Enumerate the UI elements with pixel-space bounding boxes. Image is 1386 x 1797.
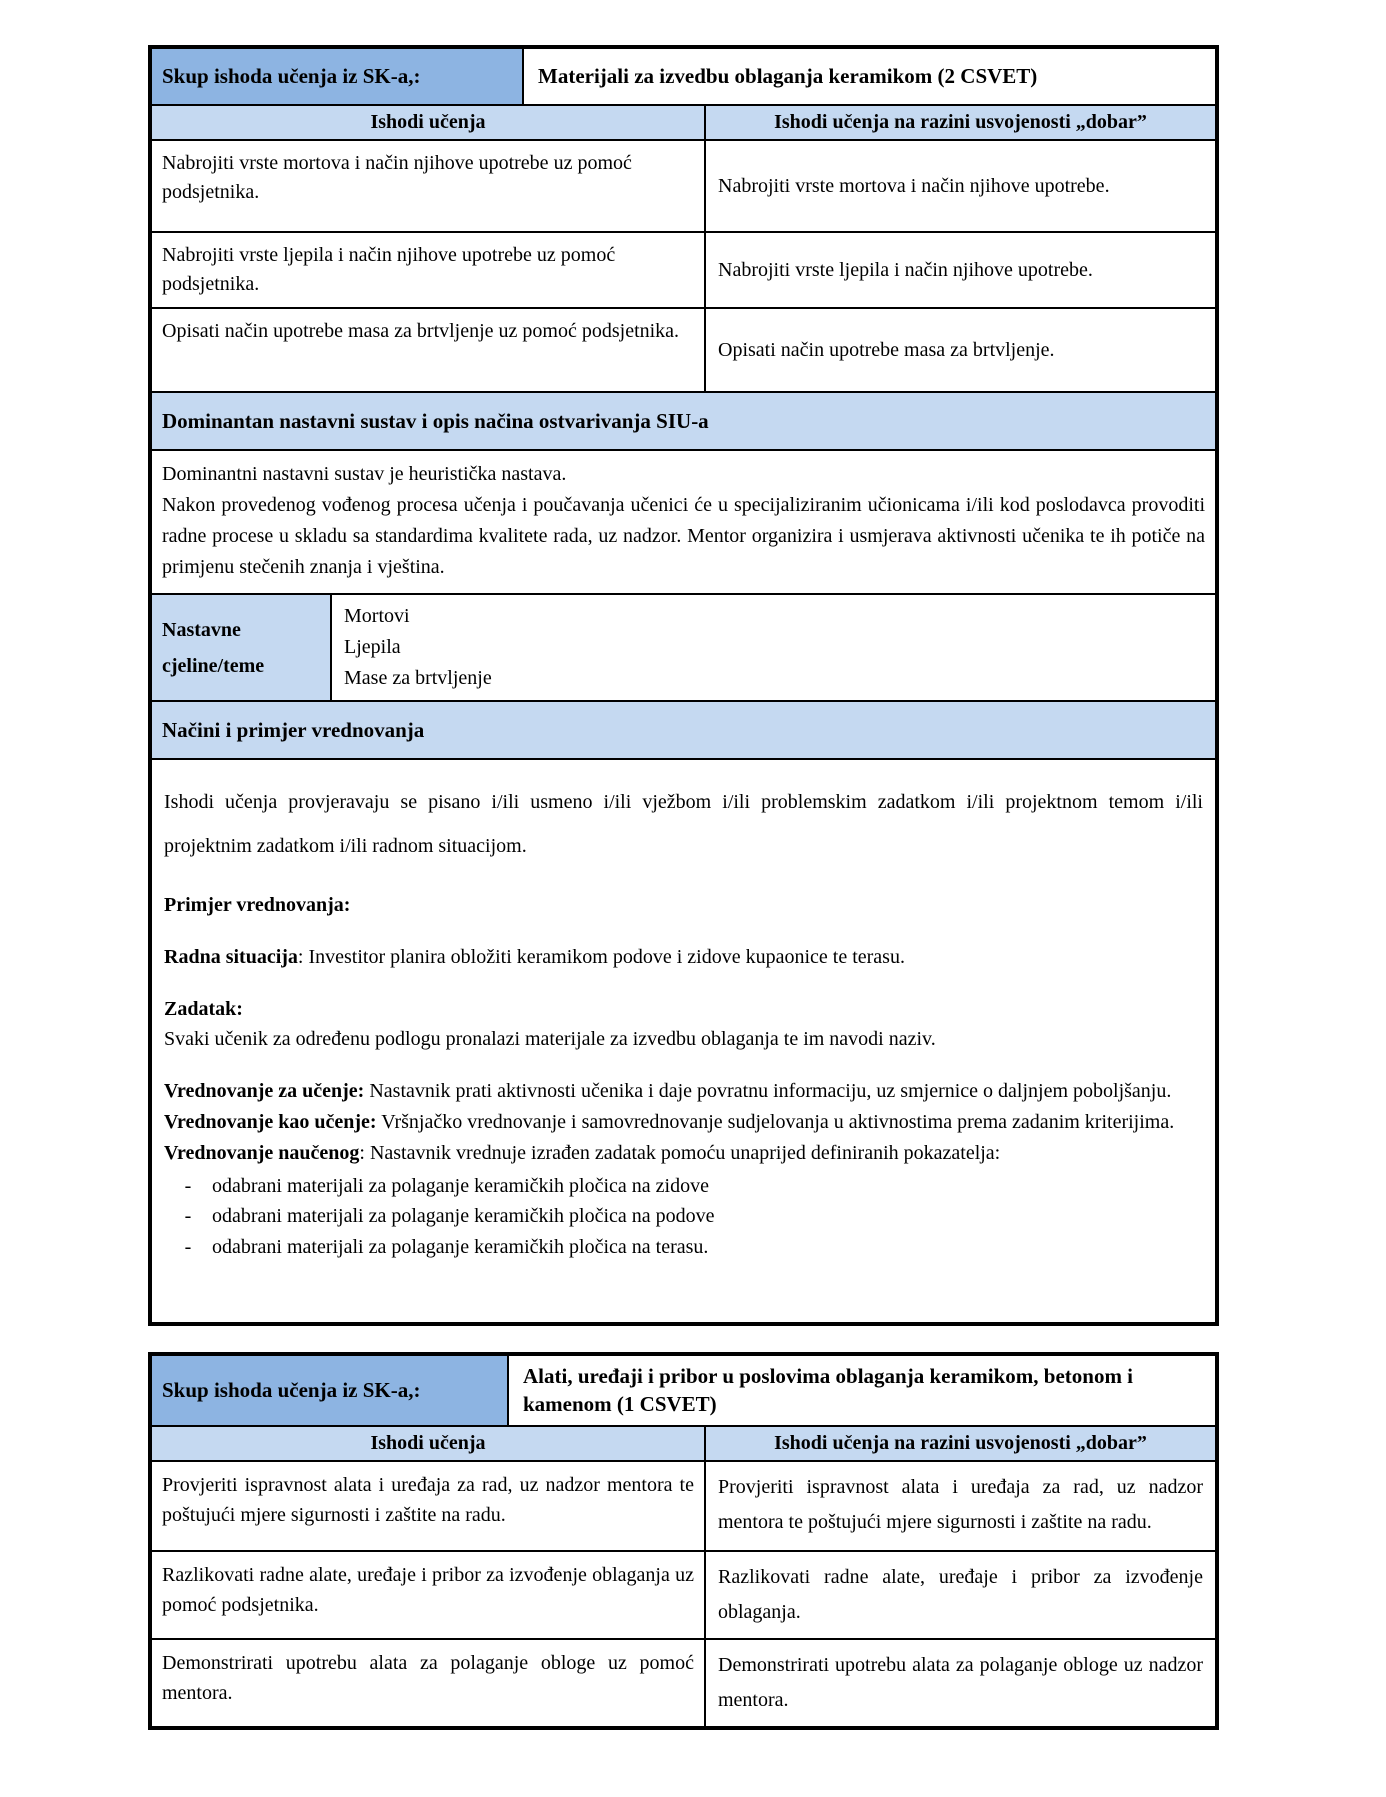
table2-column-headers [152,1425,1215,1460]
for-learning-label: Vrednovanje za učenje: [164,1080,365,1102]
table1-row3-outcome: Opisati način upotrebe masa za brtvljenje uz pomoć podsjetnika. [152,309,706,391]
table1-evaluation-row [152,758,1215,1322]
learning-outcomes-table-tools [148,1352,1219,1730]
dominant-system-paragraph [152,451,1215,593]
task-label: Zadatak: [164,998,243,1020]
table2-col1-header: Ishodi učenja [152,1427,706,1460]
table1-dominant-header-row [152,391,1215,449]
table2-row1-dobar-text: Provjeriti ispravnost alata i uređaja za rad, uz nadzor mentora te poštujući mjere sigurnosti i zaštite na radu. [718,1475,1203,1533]
evaluation-types [164,1076,1203,1169]
bullet-dash: - [184,1235,192,1258]
indicator-text-1: odabrani materijali za polaganje keramičkih pločica na zidove [212,1175,709,1197]
table1-row2-outcome: Nabrojiti vrste ljepila i način njihove upotrebe uz pomoć podsjetnika. [152,233,706,307]
table1-outcome-row-1 [152,139,1215,231]
table2-header-row [152,1356,1215,1425]
evaluation-task [164,994,1203,1054]
as-learning-label: Vrednovanje kao učenje: [164,1111,377,1133]
dominant-system-header: Dominantan nastavni sustav i opis načina ostvarivanja SIU-a [152,393,1215,449]
table1-row1-outcome: Nabrojiti vrste mortova i način njihove upotrebe uz pomoć podsjetnika. [152,141,706,231]
unit-item-ljepila: Ljepila [344,636,401,658]
table1-units-row [152,593,1215,700]
evaluation-intro: Ishodi učenja provjeravaju se pisano i/ili usmeno i/ili vježbom i/ili problemskim zadatkom i/ili projektnom temom i/ili projektnim zadatkom i/ili radnom situacijom. [164,791,1203,857]
table1-row1-dobar-text: Nabrojiti vrste mortova i način njihove upotrebe. [718,174,1110,197]
table2-row2-outcome: Razlikovati radne alate, uređaje i pribor za izvođenje oblaganja uz pomoć podsjetnika. [152,1552,706,1638]
table1-row2-dobar-text: Nabrojiti vrste ljepila i način njihove upotrebe. [718,258,1093,281]
evaluation-as-learning [164,1107,1203,1138]
indicator-text-3: odabrani materijali za polaganje keramičkih pločica na terasu. [212,1235,709,1258]
evaluation-work-situation [164,942,1203,972]
table1-row2-outcome-dobar [706,233,1215,307]
table1-col1-header: Ishodi učenja [152,106,706,139]
learning-outcomes-table-materials [148,45,1219,1326]
work-situation-text: : Investitor planira obložiti keramikom podove i zidove kupaonice te terasu. [297,946,905,968]
dominant-line-1: Dominantni nastavni sustav je heuristička nastava. [162,463,567,485]
of-learned-text: : Nastavnik vrednuje izrađen zadatak pomoću unaprijed definiranih pokazatelja: [359,1142,1001,1164]
evaluation-header: Načini i primjer vrednovanja [152,702,1215,758]
table1-outcome-row-2 [152,231,1215,307]
indicator-item-1 [164,1171,1203,1201]
table1-row3-dobar-text: Opisati način upotrebe masa za brtvljenje. [718,338,1055,361]
table2-row3-dobar-text: Demonstrirati upotrebu alata za polaganje obloge uz nadzor mentora. [718,1653,1203,1711]
table2-outcome-row-1 [152,1460,1215,1550]
table2-row1-outcome: Provjeriti ispravnost alata i uređaja za rad, uz nadzor mentora te poštujući mjere sigurnosti i zaštite na radu. [152,1462,706,1550]
units-list [332,595,1215,700]
unit-item-mase: Mase za brtvljenje [344,667,492,689]
evaluation-content [152,760,1215,1322]
work-situation-label: Radna situacija [164,946,298,968]
table1-set-title: Materijali za izvedbu oblaganja keramikom (2 CSVET) [538,64,1038,89]
units-label: Nastavne cjeline/teme [152,595,332,700]
indicator-item-3 [164,1232,1203,1262]
table2-row3-outcome: Demonstrirati upotrebu alata za polaganje obloge uz pomoć mentora. [152,1640,706,1726]
table2-set-label: Skup ishoda učenja iz SK-a,: [152,1356,509,1425]
evaluation-indicator-list [164,1171,1203,1262]
dominant-line-2: Nakon provedenog vođenog procesa učenja i poučavanja učenici će u specijaliziranim učionicama i/ili kod poslodavca provoditi radne procese u skladu sa standardima kvalitete rada, uz nadzor. Mentor organizira i usmjerava aktivnosti učenika te ih potiče na primjenu stečenih znanja i vještina. [162,494,1205,578]
task-text: Svaki učenik za određenu podlogu pronalazi materijale za izvedbu oblaganja te im navodi naziv. [164,1028,936,1050]
bullet-dash: - [184,1205,192,1228]
for-learning-text: Nastavnik prati aktivnosti učenika i daje povratnu informaciju, uz smjernice o daljnjem poboljšanju. [364,1080,1172,1102]
table1-column-headers [152,104,1215,139]
table1-set-label: Skup ishoda učenja iz SK-a,: [152,49,524,104]
unit-item-mortovi: Mortovi [344,605,410,627]
evaluation-for-learning [164,1076,1203,1107]
table2-col2-header: Ishodi učenja na razini usvojenosti „dobar” [774,1431,1147,1454]
of-learned-label: Vrednovanje naučenog [164,1142,360,1164]
table1-row1-outcome-dobar [706,141,1215,231]
evaluation-example-label: Primjer vrednovanja: [164,894,351,916]
table1-row3-outcome-dobar [706,309,1215,391]
table2-row1-outcome-dobar [706,1462,1215,1550]
table1-col2-header: Ishodi učenja na razini usvojenosti „dobar” [774,111,1147,133]
table1-header-row [152,49,1215,104]
evaluation-of-learned [164,1138,1203,1169]
table2-row2-outcome-dobar [706,1552,1215,1638]
table2-row3-outcome-dobar [706,1640,1215,1726]
indicator-item-2 [164,1201,1203,1231]
table1-outcome-row-3 [152,307,1215,391]
table1-evaluation-header-row [152,700,1215,758]
bullet-dash: - [184,1175,192,1197]
as-learning-text: Vršnjačko vrednovanje i samovrednovanje sudjelovanja u aktivnostima prema zadanim kriterijima. [376,1111,1175,1133]
indicator-text-2: odabrani materijali za polaganje keramičkih pločica na podove [212,1205,715,1228]
table1-dominant-text-row [152,449,1215,593]
table2-outcome-row-3 [152,1638,1215,1726]
table2-set-title: Alati, uređaji i pribor u poslovima oblaganja keramikom, betonom i kamenom (1 CSVET) [523,1364,1134,1417]
table2-outcome-row-2 [152,1550,1215,1638]
table2-row2-dobar-text: Razlikovati radne alate, uređaje i pribor za izvođenje oblaganja. [718,1565,1203,1623]
